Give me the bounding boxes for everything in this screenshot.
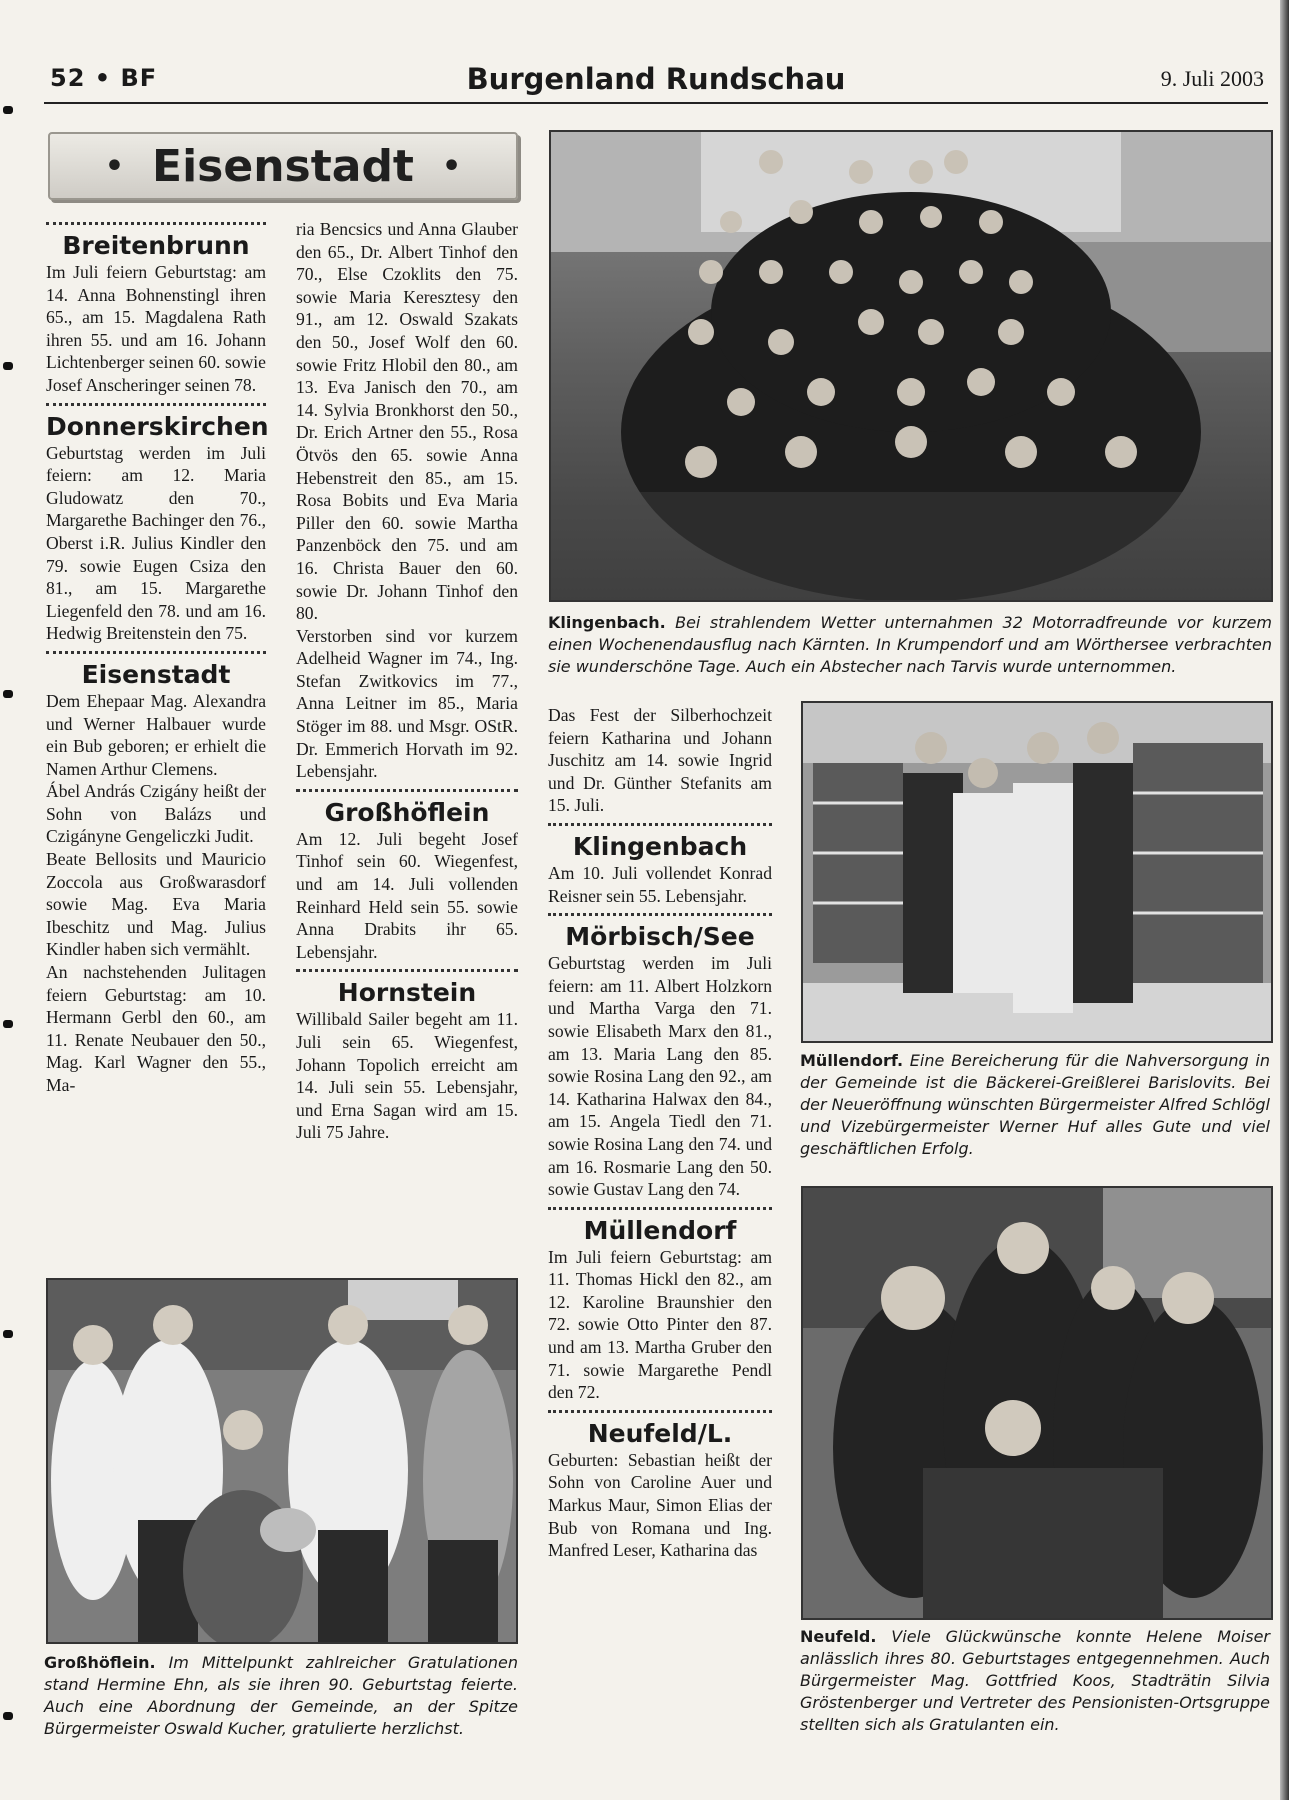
article-title-breitenbrunn: Breitenbrunn <box>62 231 250 260</box>
issue-date: 9. Juli 2003 <box>1160 66 1264 91</box>
bullet-icon: • <box>104 148 125 184</box>
binding-mark <box>3 1020 13 1028</box>
article-text-hornstein: Willibald Sailer begeht am 11. Juli sein 65. Wiegenfest, Johann Topolich erreicht am 14. Juli sein 55. Lebensjahr, und Erna Sagan wird am 15. Juli 75 Jahre. <box>296 1009 518 1143</box>
article-text-klingenbach-intro: Das Fest der Silberhochzeit feiern Katharina und Johann Juschitz am 14. sowie Ingrid und Dr. Günther Stefanits am 15. Juli. <box>548 705 772 816</box>
divider <box>548 1207 772 1210</box>
caption-text: Viele Glückwünsche konnte Helene Moiser anlässlich ihres 80. Geburtstages entgegennehmen. Auch Bürgermeister Mag. Gottfried Koos, Stadträtin Silvia Gröstenberger und Vertreter des Pensionisten-Ortsgruppe stellten sich als Gratulanten ein. <box>800 1627 1271 1734</box>
article-title-muellendorf: Müllendorf <box>583 1215 737 1245</box>
bullet-icon: • <box>441 148 462 184</box>
divider <box>46 651 266 654</box>
article-text-donnerskirchen: Geburtstag werden im Juli feiern: am 12. Maria Gludowatz den 70., Margarethe Bachinger den 76., Oberst i.R. Julius Kindler den 79. sowie Eugen Csiza den 81., am 15. Margarethe Liegenfeld den 78. und am 16. Hedwig Breitenstein den 75. <box>46 442 266 644</box>
divider <box>46 403 266 406</box>
caption-place: Neufeld. <box>800 1627 877 1646</box>
article-text-eisenstadt-4-cont: ria Bencsics und Anna Glauber den 65., Dr. Albert Tinhof den 70., Else Czoklits den 75. sowie Maria Keresztesy den 91., am 12. Oswald Szakats den 50., Josef Wolf den 60. sowie Fritz Hlobil den 80., am 13. Eva Janisch den 70., am 14. Sylvia Bronkhorst den 50., Dr. Erich Artner den 55., Rosa Ötvös den 65. sowie Anna Hebenstreit den 85., am 15. Rosa Bobits und Eva Maria Piller den 60. sowie Martha Panzenböck den 75. und am 16. Christa Bauer den 60. sowie Dr. Johann Tinhof den 80. <box>296 219 518 624</box>
birthday-photo-image <box>48 1280 516 1642</box>
article-text-eisenstadt-5: Verstorben sind vor kurzem Adelheid Wagner im 74., Ing. Stefan Zwitkovics im 77., Anna Leitner im 85., Maria Stöger im 88. und Msgr. OStR. Dr. Emmerich Horvath im 92. Lebensjahr. <box>296 625 518 782</box>
caption-text: Bei strahlendem Wetter unternahmen 32 Motorradfreunde vor kurzem einen Wochenendausflug nach Kärnten. In Krumpendorf und am Wörthersee verbrachten sie wunderschöne Tage. Auch ein Abstecher nach Tarvis wurde unternommen. <box>548 613 1272 676</box>
scan-edge <box>1280 0 1289 1800</box>
caption-place: Klingenbach. <box>548 613 666 632</box>
page-header <box>44 58 1268 104</box>
article-text-breitenbrunn: Im Juli feiern Geburtstag: am 14. Anna Bohnenstingl ihren 65., am 15. Magdalena Rath ihren 55. und am 16. Johann Lichtenberger seinen 60. sowie Josef Anscheringer seinen 78. <box>46 262 266 395</box>
article-text-eisenstadt-4: An nachstehenden Julitagen feiern Geburtstag: am 10. Hermann Gerbl den 60., am 11. Renate Neubauer den 50., Mag. Karl Wagner den 55., Ma- <box>46 962 266 1095</box>
page-number: 52 • BF <box>50 64 158 92</box>
binding-mark <box>3 1330 13 1338</box>
caption-text: Im Mittelpunkt zahlreicher Gratulationen stand Hermine Ehn, als sie ihren 90. Geburtstag feierte. Auch eine Abordnung der Gemeinde, an der Spitze Bürgermeister Oswald Kucher, gratulierte herzlichst. <box>44 1653 519 1738</box>
publication-title: Burgenland Rundschau <box>466 62 846 96</box>
caption-muellendorf <box>800 1050 1270 1160</box>
divider <box>296 789 518 792</box>
article-text-klingenbach: Am 10. Juli vollendet Konrad Reisner sein 55. Lebensjahr. <box>548 862 772 906</box>
article-text-moerbisch: Geburtstag werden im Juli feiern: am 11. Albert Holzkorn und Martha Varga den 71. sowie Elisabeth Marx den 81., am 13. Maria Lang den 85. sowie Rosina Lang den 92., am 14. Katharina Halwax den 84., am 15. Angela Tiedl den 71. sowie Rosina Lang den 74. und am 16. Rosmarie Lang den 50. sowie Gustav Lang den 74. <box>548 953 772 1200</box>
photo-klingenbach <box>549 130 1273 602</box>
article-text-muellendorf: Im Juli feiern Geburtstag: am 11. Thomas Hickl den 82., am 12. Karoline Braunshier den 72. sowie Otto Pinter den 87. und am 13. Martha Gruber den 71. sowie Margarethe Pendl den 72. <box>548 1246 772 1403</box>
column-3 <box>548 704 772 1562</box>
section-title: Eisenstadt <box>152 140 414 192</box>
shop-photo-image <box>803 703 1271 1041</box>
article-text-eisenstadt-2: Ábel András Czigány heißt der Sohn von Balázs und Czigányne Gengeliczki Judit. <box>46 781 266 847</box>
divider <box>296 969 518 972</box>
article-text-eisenstadt-1: Dem Ehepaar Mag. Alexandra und Werner Halbauer wurde ein Bub geboren; er erhielt die Namen Arthur Clemens. <box>46 690 266 779</box>
group-photo-image <box>551 132 1271 600</box>
divider <box>548 823 772 826</box>
article-title-hornstein: Hornstein <box>337 978 477 1008</box>
caption-place: Müllendorf. <box>800 1051 904 1070</box>
divider <box>548 913 772 916</box>
photo-neufeld <box>801 1186 1273 1620</box>
binding-mark <box>3 362 13 370</box>
article-title-grosshoeflein: Großhöflein <box>324 797 490 827</box>
binding-mark <box>3 690 13 698</box>
article-title-donnerskirchen: Donnerskirchen <box>46 411 269 441</box>
caption-place: Großhöflein. <box>44 1653 156 1672</box>
divider <box>46 222 266 225</box>
article-title-neufeld: Neufeld/L. <box>587 1418 733 1448</box>
caption-text: Eine Bereicherung für die Nahversorgung in der Gemeinde ist die Bäckerei-Greißlerei Barislovits. Bei der Neueröffnung wünschten Bürgermeister Alfred Schlögl und Vizebürgermeister Werner Huf alles Gute und viel geschäftlichen Erfolg. <box>800 1051 1270 1158</box>
caption-grosshoeflein <box>44 1652 518 1740</box>
section-banner <box>48 132 518 200</box>
article-title-klingenbach: Klingenbach <box>572 831 748 861</box>
article-title-eisenstadt: Eisenstadt <box>81 659 231 689</box>
binding-mark <box>3 106 13 114</box>
column-2 <box>296 218 518 1144</box>
article-text-grosshoeflein: Am 12. Juli begeht Josef Tinhof sein 60. Wiegenfest, und am 14. Juli vollenden Reinhard Held sein 55. sowie Anna Drabits ihr 65. Lebensjahr. <box>296 828 518 962</box>
article-title-moerbisch: Mörbisch/See <box>565 922 755 952</box>
article-text-eisenstadt-3: Beate Bellosits und Mauricio Zoccola aus Großwarasdorf sowie Mag. Eva Maria Ibeschitz und Mag. Julius Kindler haben sich vermählt. <box>46 849 266 960</box>
photo-muellendorf <box>801 701 1273 1043</box>
binding-mark <box>3 1712 13 1720</box>
caption-neufeld <box>800 1626 1270 1736</box>
column-1 <box>46 222 269 1097</box>
photo-grosshoeflein <box>46 1278 518 1644</box>
birthday-photo-image <box>803 1188 1271 1618</box>
caption-klingenbach <box>548 612 1272 678</box>
divider <box>548 1410 772 1413</box>
article-text-neufeld: Geburten: Sebastian heißt der Sohn von Caroline Auer und Markus Maur, Simon Elias der Bub von Romana und Ing. Manfred Leser, Katharina das <box>548 1449 772 1561</box>
